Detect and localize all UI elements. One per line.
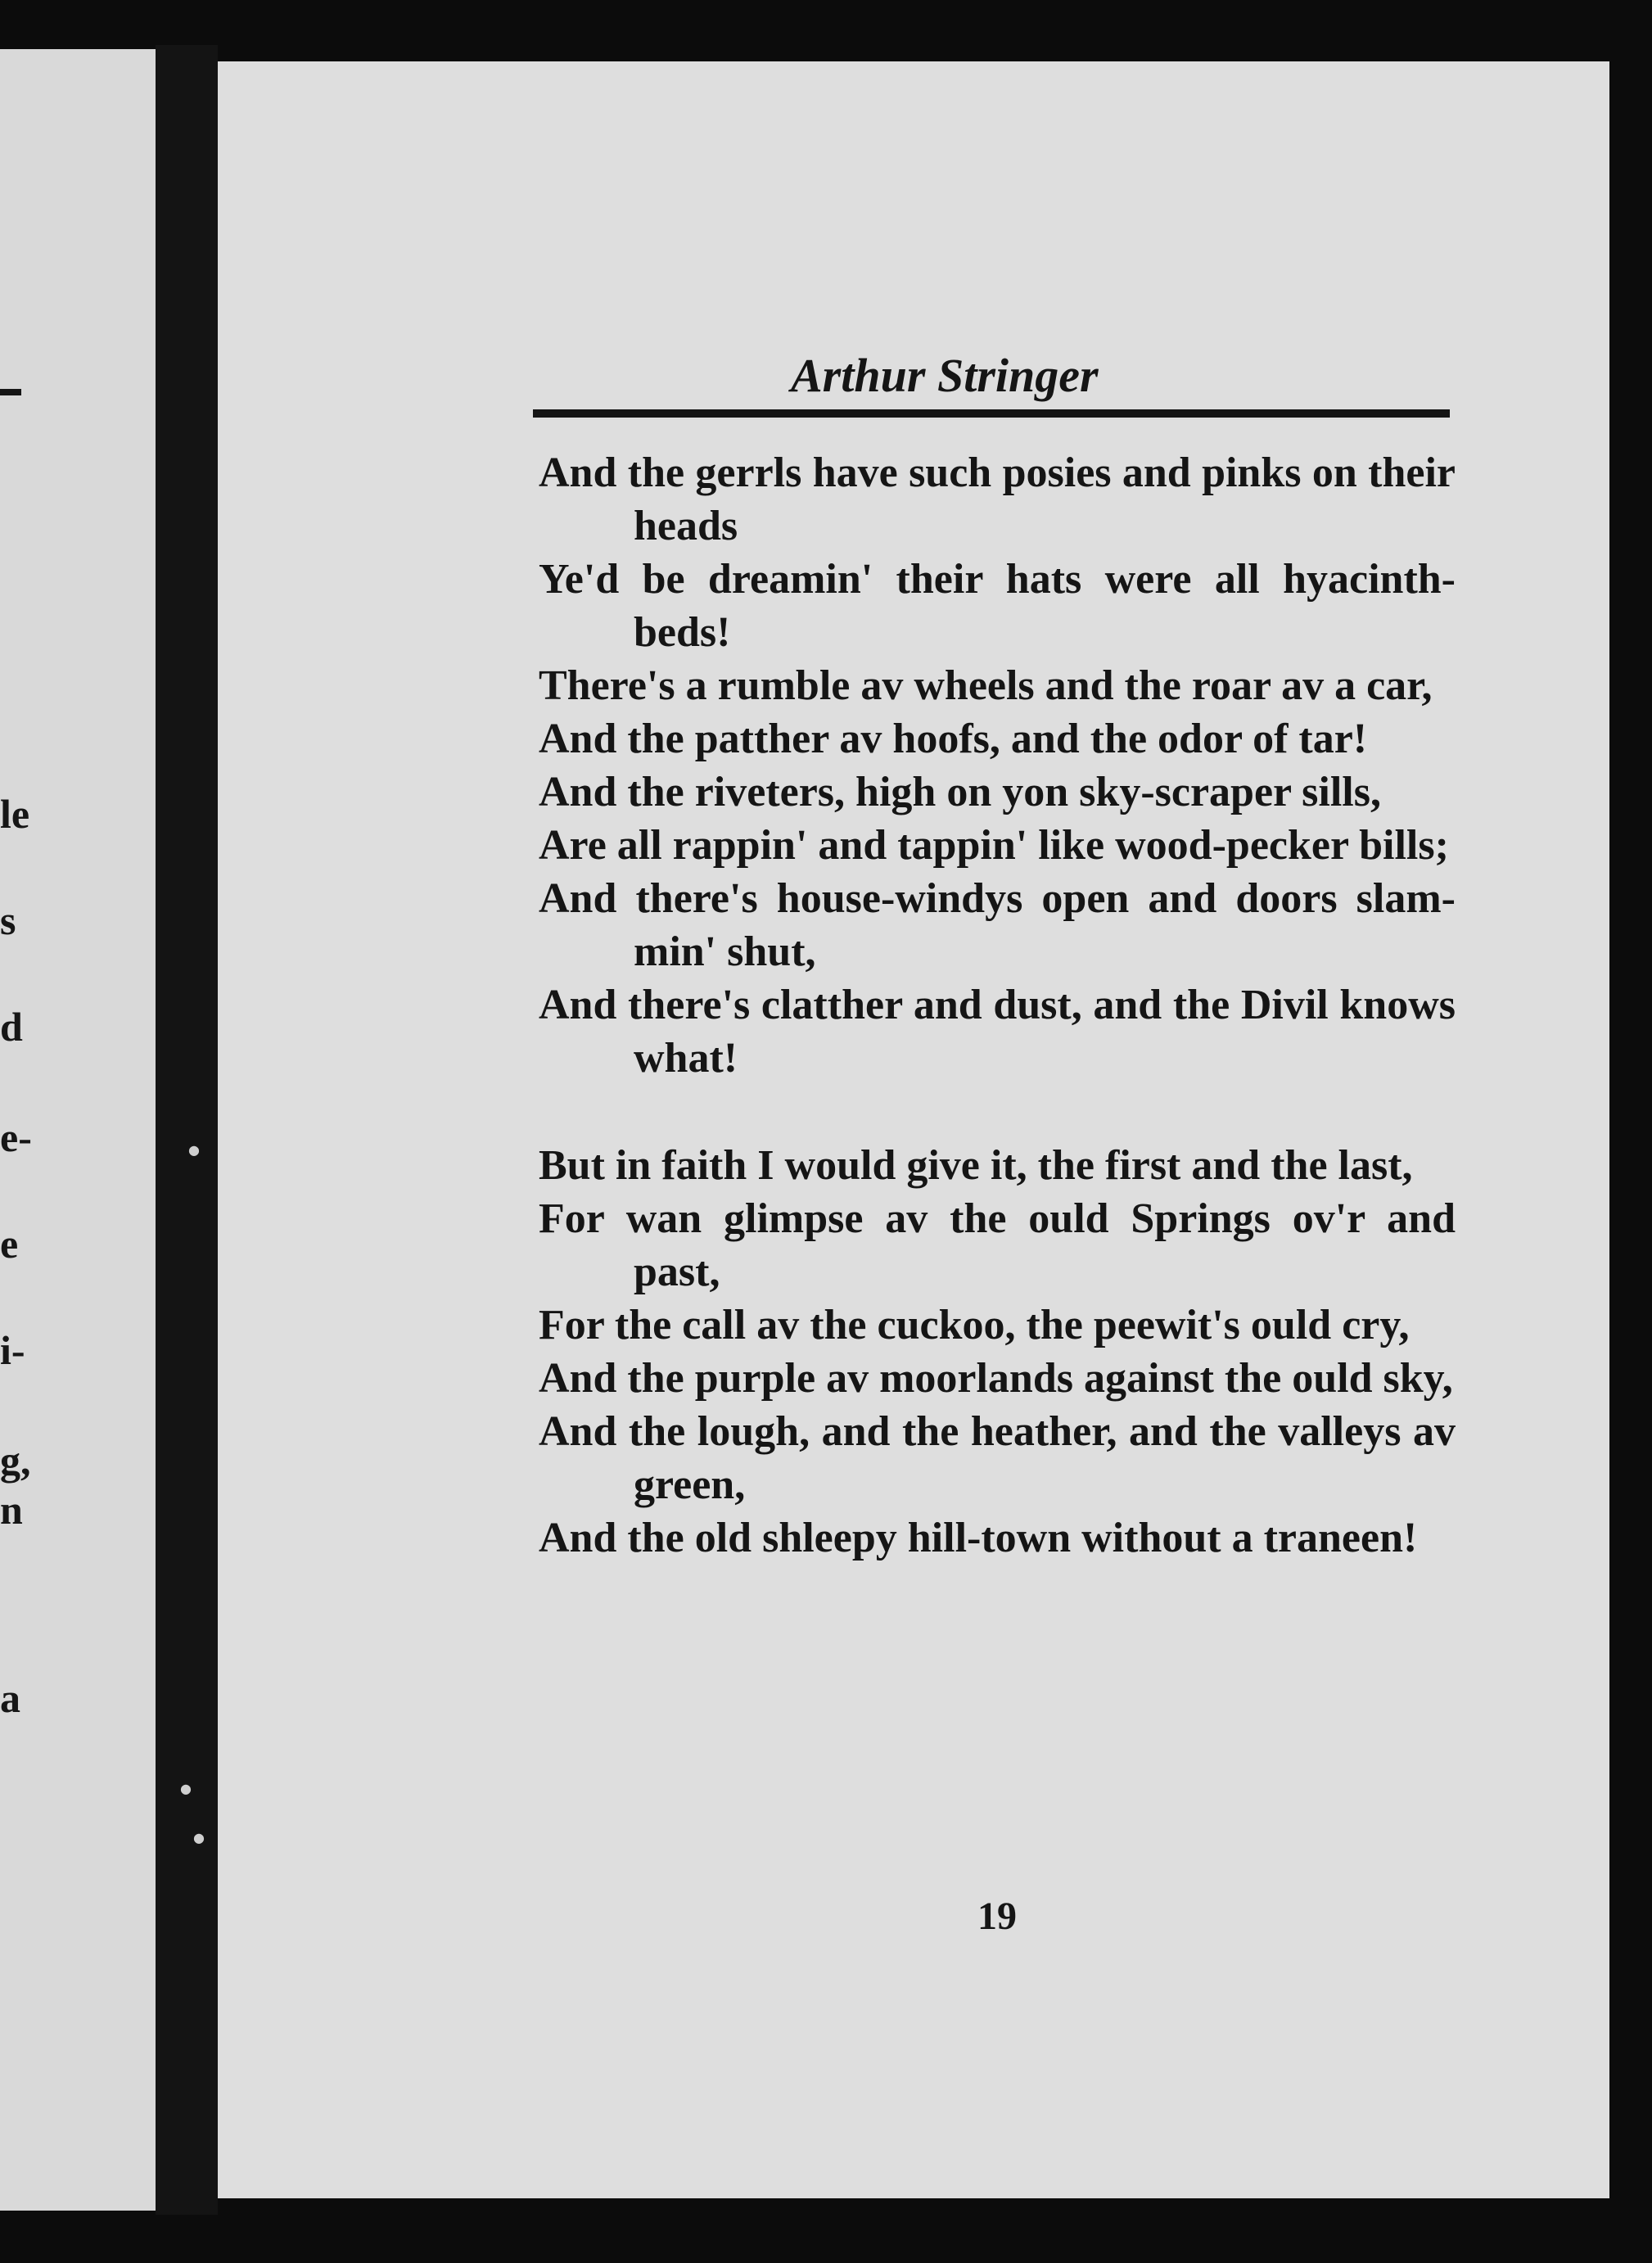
left-page-fragment: e bbox=[0, 1221, 19, 1267]
poem-line: And the lough, and the heather, and the valleys av green, bbox=[539, 1408, 1456, 1508]
page-number: 19 bbox=[977, 1895, 1017, 1938]
left-page-dash bbox=[0, 389, 21, 395]
header-rule bbox=[533, 409, 1450, 418]
poem-line: For the call av the cuckoo, the peewit's ould cry, bbox=[539, 1302, 1410, 1348]
poem-line: And the gerrls have such posies and pinks on their heads bbox=[539, 449, 1456, 549]
gutter-speck: ● bbox=[193, 1830, 205, 1845]
poem-line: And the old shleepy hill-town without a traneen! bbox=[539, 1515, 1418, 1561]
poem-line: And there's clatther and dust, and the Divil knows what! bbox=[539, 982, 1456, 1082]
stanza bbox=[539, 1139, 1456, 1565]
left-page-fragment: a bbox=[0, 1675, 20, 1721]
poem-line: For wan glimpse av the ould Springs ov'r and past, bbox=[539, 1195, 1456, 1295]
gutter-speck: ● bbox=[188, 1142, 200, 1158]
gutter-speck: ● bbox=[180, 1781, 192, 1796]
poem-line: Are all rappin' and tappin' like wood-pecker bills; bbox=[539, 822, 1449, 869]
poem-line: And the patther av hoofs, and the odor of tar! bbox=[539, 716, 1368, 762]
poem-line: And the purple av moorlands against the ould sky, bbox=[539, 1355, 1453, 1402]
poem-line: Ye'd be dreamin' their hats were all hyacinth-beds! bbox=[539, 556, 1456, 656]
poem-body bbox=[539, 446, 1456, 1565]
left-page-fragment: d bbox=[0, 1004, 23, 1050]
poem-line: There's a rumble av wheels and the roar av a car, bbox=[539, 662, 1433, 709]
left-page-fragment: e- bbox=[0, 1114, 32, 1160]
running-head-author: Arthur Stringer bbox=[791, 349, 1099, 402]
left-page-fragment: le bbox=[0, 791, 30, 837]
left-page-fragment: g, bbox=[0, 1438, 31, 1484]
left-facing-page bbox=[0, 49, 156, 2211]
left-page-fragment: n bbox=[0, 1487, 23, 1533]
poem-line: And the riveters, high on yon sky-scraper sills, bbox=[539, 769, 1381, 815]
left-page-fragment: i- bbox=[0, 1327, 25, 1373]
poem-line: And there's house-windys open and doors slam-min' shut, bbox=[539, 875, 1456, 975]
stanza bbox=[539, 446, 1456, 1085]
poem-line: But in faith I would give it, the first and the last, bbox=[539, 1142, 1413, 1189]
book-gutter bbox=[156, 45, 218, 2215]
book-page bbox=[218, 61, 1609, 2198]
scan-right-border bbox=[1609, 0, 1652, 2263]
left-page-fragment: s bbox=[0, 897, 16, 943]
